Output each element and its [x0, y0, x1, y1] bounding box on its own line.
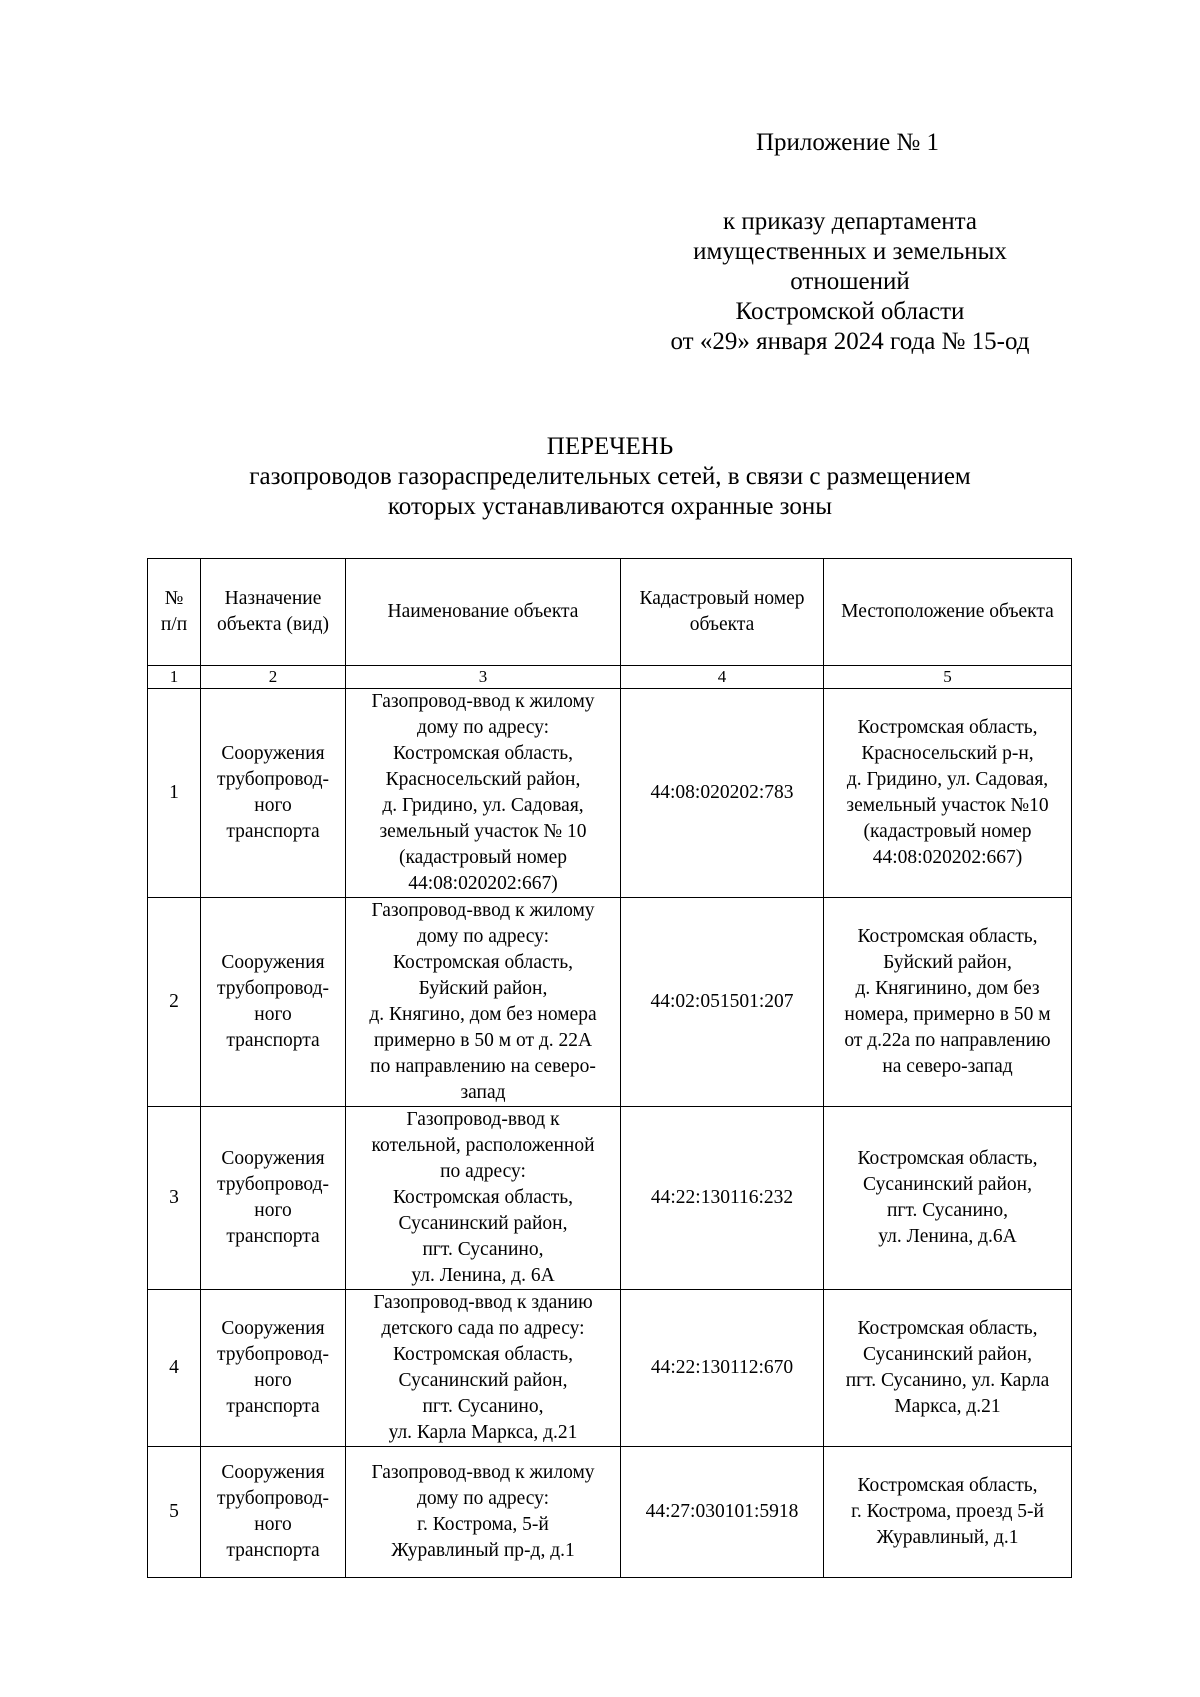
cell-line: Костромская область, — [857, 1318, 1038, 1339]
cell-line: Маркса, д.21 — [894, 1396, 1001, 1417]
cell-line: номера, примерно в 50 м — [844, 1004, 1051, 1025]
header-line: объекта (вид) — [217, 614, 329, 635]
header-name — [346, 559, 621, 666]
cell-cadastral: 44:27:030101:5918 — [621, 1447, 824, 1578]
header-location — [824, 559, 1072, 666]
cell-name — [346, 898, 621, 1107]
column-number: 3 — [346, 666, 621, 689]
cell-line: котельной, расположенной — [371, 1135, 595, 1156]
cell-line: пгт. Сусанино, — [422, 1396, 544, 1417]
cell-line: ного — [254, 1370, 292, 1391]
column-number: 2 — [201, 666, 346, 689]
cell-purpose — [201, 1447, 346, 1578]
cell-line: Сооружения — [221, 743, 325, 764]
order-line: имущественных и земельных — [693, 238, 1007, 265]
cell-line: трубопровод- — [216, 769, 330, 790]
cell-line: транспорта — [226, 1540, 320, 1561]
cell-line: Буйский район, — [883, 952, 1012, 973]
header-cadastral — [621, 559, 824, 666]
column-number: 1 — [148, 666, 201, 689]
table-row — [148, 1447, 1072, 1578]
cell-purpose — [201, 898, 346, 1107]
cell-line: Газопровод-ввод к — [406, 1109, 560, 1130]
cell-line: Журавлиный пр-д, д.1 — [391, 1540, 575, 1561]
cell-line: Буйский район, — [418, 978, 548, 999]
cell-line: Костромская область, — [392, 743, 573, 764]
cell-line: трубопровод- — [216, 1344, 330, 1365]
cell-line: Сусанинский район, — [398, 1370, 568, 1391]
table-row — [148, 689, 1072, 898]
column-number: 4 — [621, 666, 824, 689]
cell-line: 44:08:020202:667) — [872, 847, 1023, 868]
cell-line: на северо-запад — [882, 1056, 1013, 1077]
cell-purpose — [201, 689, 346, 898]
cell-line: 44:08:020202:667) — [408, 873, 558, 894]
cell-line: Газопровод-ввод к жилому — [371, 900, 595, 921]
table-row — [148, 1290, 1072, 1447]
header-line: объекта — [689, 614, 755, 635]
cell-name — [346, 689, 621, 898]
header-line: Кадастровый номер — [639, 588, 805, 609]
cell-line: ного — [254, 1200, 292, 1221]
cell-num: 2 — [148, 898, 201, 1107]
cell-line: пгт. Сусанино, — [887, 1200, 1008, 1221]
cell-line: Костромская область, — [857, 926, 1038, 947]
cell-line: дому по адресу: — [416, 926, 550, 947]
title-subtitle-line: газопроводов газораспределительных сетей, в связи с размещением — [249, 463, 971, 490]
cell-line: Сусанинский район, — [863, 1174, 1032, 1195]
cell-line: Газопровод-ввод к жилому — [371, 1462, 595, 1483]
cell-location — [824, 689, 1072, 898]
cell-line: д. Гридино, ул. Садовая, — [382, 795, 584, 816]
cell-line: по адресу: — [440, 1161, 526, 1182]
cell-line: транспорта — [226, 1226, 320, 1247]
header-line: № — [164, 588, 184, 609]
table-row — [148, 1107, 1072, 1290]
cell-line: Костромская область, — [392, 1344, 573, 1365]
cell-cadastral: 44:08:020202:783 — [621, 689, 824, 898]
order-line: от «29» января 2024 года № 15-од — [670, 328, 1030, 355]
title-heading: ПЕРЕЧЕНЬ — [546, 433, 674, 460]
cell-line: трубопровод- — [216, 978, 330, 999]
cell-line: Сооружения — [221, 1318, 325, 1339]
cell-line: ул. Ленина, д. 6А — [411, 1265, 555, 1286]
cell-line: транспорта — [226, 1030, 320, 1051]
header-num — [148, 559, 201, 666]
cell-name — [346, 1447, 621, 1578]
cell-line: трубопровод- — [216, 1488, 330, 1509]
header-line: п/п — [160, 614, 188, 635]
cell-line: ного — [254, 1514, 292, 1535]
cell-line: по направлению на северо- — [370, 1056, 596, 1077]
pipelines-table — [147, 558, 1072, 1578]
cell-line: пгт. Сусанино, ул. Карла — [845, 1370, 1050, 1391]
cell-cadastral: 44:22:130116:232 — [621, 1107, 824, 1290]
cell-line: Красносельский р-н, — [861, 743, 1034, 764]
header-purpose — [201, 559, 346, 666]
cell-line: Газопровод-ввод к зданию — [373, 1292, 593, 1313]
cell-line: Костромская область, — [392, 952, 573, 973]
header-line: Наименование объекта — [387, 601, 579, 622]
cell-line: г. Кострома, 5-й — [417, 1514, 549, 1535]
cell-line: д. Гридино, ул. Садовая, — [846, 769, 1049, 790]
cell-line: ул. Ленина, д.6А — [878, 1226, 1017, 1247]
cell-line: трубопровод- — [216, 1174, 330, 1195]
cell-num: 1 — [148, 689, 201, 898]
cell-line: (кадастровый номер — [399, 847, 567, 868]
cell-line: Сооружения — [221, 952, 325, 973]
cell-line: ного — [254, 1004, 292, 1025]
cell-line: запад — [460, 1082, 506, 1103]
cell-cadastral: 44:22:130112:670 — [621, 1290, 824, 1447]
cell-line: Сооружения — [221, 1148, 325, 1169]
cell-purpose — [201, 1290, 346, 1447]
column-number: 5 — [824, 666, 1072, 689]
cell-num: 5 — [148, 1447, 201, 1578]
cell-line: пгт. Сусанино, — [422, 1239, 544, 1260]
cell-line: дому по адресу: — [416, 717, 550, 738]
order-reference — [620, 207, 1080, 357]
cell-location — [824, 1290, 1072, 1447]
cell-location — [824, 1107, 1072, 1290]
order-line: отношений — [790, 268, 910, 295]
order-line: Костромской области — [735, 298, 965, 325]
cell-num: 3 — [148, 1107, 201, 1290]
column-number-row — [148, 666, 1072, 689]
appendix-label: Приложение № 1 — [756, 129, 940, 156]
cell-line: Костромская область, — [857, 1475, 1038, 1496]
cell-line: Красносельский район, — [385, 769, 581, 790]
cell-line: ул. Карла Маркса, д.21 — [388, 1422, 578, 1443]
cell-line: земельный участок №10 — [846, 795, 1049, 816]
cell-cadastral: 44:02:051501:207 — [621, 898, 824, 1107]
cell-line: Сусанинский район, — [863, 1344, 1032, 1365]
cell-line: транспорта — [226, 1396, 320, 1417]
order-line: к приказу департамента — [722, 208, 978, 235]
cell-line: (кадастровый номер — [863, 821, 1032, 842]
header-line: Местоположение объекта — [841, 601, 1054, 622]
cell-line: Журавлиный, д.1 — [876, 1527, 1019, 1548]
cell-name — [346, 1107, 621, 1290]
cell-location — [824, 1447, 1072, 1578]
cell-line: дому по адресу: — [416, 1488, 550, 1509]
cell-line: транспорта — [226, 821, 320, 842]
cell-location — [824, 898, 1072, 1107]
cell-line: Сусанинский район, — [398, 1213, 568, 1234]
cell-purpose — [201, 1107, 346, 1290]
cell-line: Сооружения — [221, 1462, 325, 1483]
table-row — [148, 898, 1072, 1107]
cell-line: земельный участок № 10 — [379, 821, 587, 842]
header-line: Назначение — [224, 588, 322, 609]
cell-line: д. Княгино, дом без номера — [369, 1004, 597, 1025]
cell-line: ного — [254, 795, 292, 816]
cell-line: примерно в 50 м от д. 22А — [373, 1030, 593, 1051]
cell-line: детского сада по адресу: — [381, 1318, 585, 1339]
cell-line: д. Княгинино, дом без — [855, 978, 1040, 999]
table-header-row — [148, 559, 1072, 666]
cell-num: 4 — [148, 1290, 201, 1447]
document-title — [150, 432, 1070, 522]
cell-name — [346, 1290, 621, 1447]
cell-line: г. Кострома, проезд 5-й — [851, 1501, 1044, 1522]
cell-line: Костромская область, — [857, 717, 1038, 738]
cell-line: Газопровод-ввод к жилому — [371, 691, 595, 712]
cell-line: Костромская область, — [392, 1187, 573, 1208]
title-subtitle-line: которых устанавливаются охранные зоны — [387, 493, 833, 520]
cell-line: Костромская область, — [857, 1148, 1038, 1169]
cell-line: от д.22а по направлению — [844, 1030, 1051, 1051]
